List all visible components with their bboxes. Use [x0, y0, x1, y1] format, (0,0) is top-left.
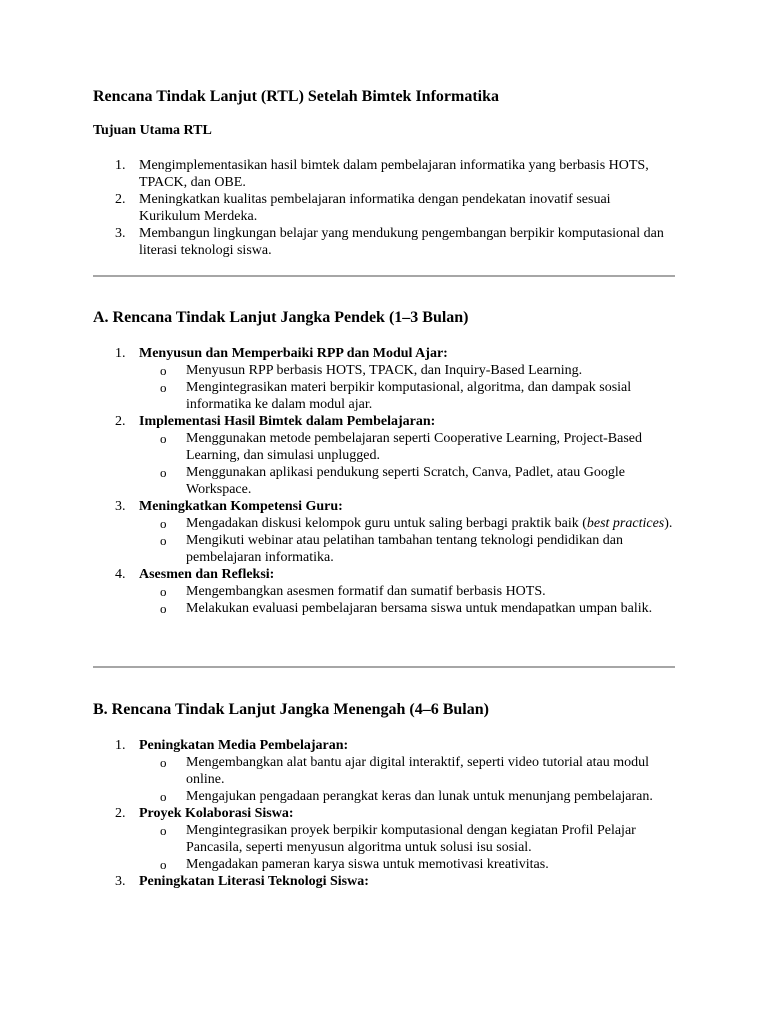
list-item: 1. Mengimplementasikan hasil bimtek dalam pembelajaran informatika yang berbasis HOTS, TPACK, dan OBE. [115, 158, 649, 190]
sub-list [139, 583, 675, 617]
sub-list-item: o Mengintegrasikan proyek berpikir komputasional dengan kegiatan Profil Pelajar Pancasila, seperti menyusun algoritma untuk solusi isu sosial. [160, 823, 636, 855]
sub-list-item: o Mengikuti webinar atau pelatihan tambahan tentang teknologi pendidikan dan pembelajaran informatika. [160, 533, 623, 565]
list-item: 3. Meningkatkan Kompetensi Guru: o Mengadakan diskusi kelompok guru untuk saling berbagi praktik baik (best practices). o Mengikuti webinar atau pelatihan tambahan tentang teknologi pendidikan dan pembelajaran informatika. [93, 498, 675, 566]
sub-list-item: o Mengintegrasikan materi berpikir komputasional, algoritma, dan dampak sosial informatika ke dalam modul ajar. [160, 380, 632, 412]
horizontal-divider [93, 666, 675, 668]
sub-list-item: o Menggunakan aplikasi pendukung seperti Scratch, Canva, Padlet, atau Google Workspace. [160, 465, 625, 497]
sub-list-item: o Melakukan evaluasi pembelajaran bersama siswa untuk mendapatkan umpan balik. [160, 601, 653, 616]
list-item: 2. Proyek Kolaborasi Siswa: o Mengintegrasikan proyek berpikir komputasional dengan kegiatan Profil Pelajar Pancasila, seperti menyusun algoritma untuk solusi isu sosial. o Mengadakan pameran karya siswa untuk memotivasi kreativitas. [93, 805, 675, 873]
list-item: 4. Asesmen dan Refleksi: o Mengembangkan asesmen formatif dan sumatif berbasis HOTS. o Melakukan evaluasi pembelajaran bersama siswa untuk mendapatkan umpan balik. [93, 566, 675, 617]
sub-list-item: o Menggunakan metode pembelajaran seperti Cooperative Learning, Project-Based Learning, dan simulasi unplugged. [160, 431, 642, 463]
list-item: 2. Meningkatkan kualitas pembelajaran informatika dengan pendekatan inovatif sesuai Kurikulum Merdeka. [115, 192, 611, 224]
section-b-list [93, 737, 675, 890]
sub-list-item: o Menyusun RPP berbasis HOTS, TPACK, dan Inquiry-Based Learning. [160, 363, 583, 378]
sub-list [139, 822, 675, 873]
section-a-list [93, 345, 675, 617]
sub-list [139, 362, 675, 413]
section-b-heading: B. Rencana Tindak Lanjut Jangka Menengah (4–6 Bulan) [93, 701, 489, 718]
document-title: Rencana Tindak Lanjut (RTL) Setelah Bimtek Informatika [93, 88, 500, 105]
sub-list-item: o Mengadakan pameran karya siswa untuk memotivasi kreativitas. [160, 857, 549, 872]
sub-list-item: o Mengadakan diskusi kelompok guru untuk saling berbagi praktik baik (best practices). [160, 516, 673, 531]
section-a-heading: A. Rencana Tindak Lanjut Jangka Pendek (1–3 Bulan) [93, 309, 469, 326]
sub-list-item: o Mengembangkan alat bantu ajar digital interaktif, seperti video tutorial atau modul online. [160, 755, 650, 787]
sub-list [139, 754, 675, 805]
list-item: 3. Membangun lingkungan belajar yang mendukung pengembangan berpikir komputasional dan literasi teknologi siswa. [115, 226, 664, 258]
sub-list-item: o Mengajukan pengadaan perangkat keras dan lunak untuk menunjang pembelajaran. [160, 789, 653, 804]
goals-heading: Tujuan Utama RTL [93, 123, 212, 138]
list-item: 1. Menyusun dan Memperbaiki RPP dan Modul Ajar: o Menyusun RPP berbasis HOTS, TPACK, dan Inquiry-Based Learning. o Mengintegrasikan materi berpikir komputasional, algoritma, dan dampak sosial informatika ke dalam modul ajar. [93, 345, 675, 413]
horizontal-divider [93, 275, 675, 277]
goals-list [93, 157, 675, 259]
sub-list [139, 430, 675, 498]
sub-list [139, 515, 675, 566]
list-item: 3. Peningkatan Literasi Teknologi Siswa: [115, 874, 369, 889]
sub-list-item: o Mengembangkan asesmen formatif dan sumatif berbasis HOTS. [160, 584, 546, 599]
list-item: 2. Implementasi Hasil Bimtek dalam Pembelajaran: o Menggunakan metode pembelajaran seperti Cooperative Learning, Project-Based Learning, dan simulasi unplugged. o Menggunakan aplikasi pendukung seperti Scratch, Canva, Padlet, atau Google Workspace. [93, 413, 675, 498]
list-item: 1. Peningkatan Media Pembelajaran: o Mengembangkan alat bantu ajar digital interaktif, seperti video tutorial atau modul online. o Mengajukan pengadaan perangkat keras dan lunak untuk menunjang pembelajaran. [93, 737, 675, 805]
